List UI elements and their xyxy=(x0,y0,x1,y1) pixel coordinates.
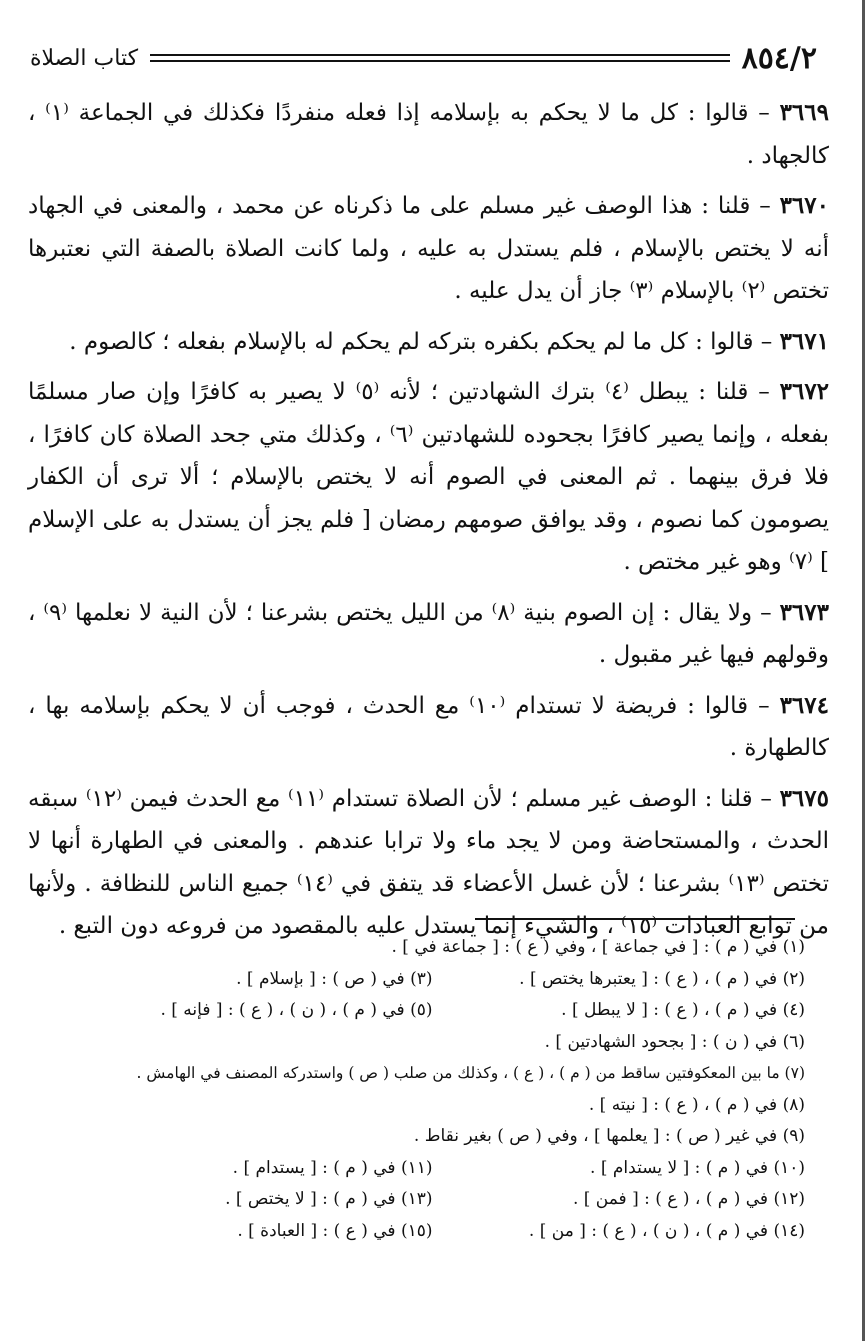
paragraph xyxy=(28,592,829,677)
paragraph-text: – قلنا : يبطل ⁽٤⁾ بترك الشهادتين ؛ لأنه ⁽٥⁾ لا يصير به كافرًا وإن صار مسلمًا بفعله ، وإنما يصير كافرًا بجحوده للشهادتين ⁽٦⁾ ، وكذلك متي جحد الصلاة كان كافرًا ، فلا فرق بينهما . ثم المعنى في الصوم أنه لا يختص بالإسلام ؛ ألا ترى أن الكفار يصومون كما نصوم ، وقد يوافق صومهم رمضان [ فلم يجز أن يستدل به على الإسلام ] ⁽٧⁾ وهو غير مختص . xyxy=(28,379,829,575)
paragraph xyxy=(28,321,829,364)
footnote: (١) في ( م ) : [ في جماعة ] ، وفي ( ع ) : [ جماعة في ] . xyxy=(391,937,805,957)
paragraph-number: ٣٦٧٥ xyxy=(779,784,829,812)
paragraph-number: ٣٦٧٠ xyxy=(779,192,829,219)
footnote-row xyxy=(60,1058,805,1090)
page-number: ٨٥٤/٢ xyxy=(741,40,817,76)
footnote-row xyxy=(60,995,805,1027)
paragraph xyxy=(28,778,829,948)
footnote: (٥) في ( م ) ، ( ن ) ، ( ع ) : [ فإنه ] . xyxy=(160,1000,433,1020)
paragraph-text: – ولا يقال : إن الصوم بنية ⁽٨⁾ من الليل يختص بشرعنا ؛ لأن النية لا نعلمها ⁽٩⁾ ، وقولهم فيها غير مقبول . xyxy=(28,599,829,668)
paragraph-number: ٣٦٦٩ xyxy=(779,99,829,126)
footnote-row xyxy=(60,1027,805,1059)
header-rule xyxy=(150,54,730,62)
paragraph-text: – قلنا : هذا الوصف غير مسلم على ما ذكرناه عن محمد ، والمعنى في الجهاد أنه لا يختص بالإسلام ، فلم يستدل به عليه ، ولما كانت الصلاة بالصفة التي نعتبرها تختص ⁽٢⁾ بالإسلام ⁽٣⁾ جاز أن يدل عليه . xyxy=(28,193,829,304)
footnotes xyxy=(60,932,805,1247)
footnote-row xyxy=(60,1216,805,1248)
footnote-row xyxy=(60,1153,805,1185)
paragraph-text: – قالوا : كل ما لا يحكم به بإسلامه إذا فعله منفردًا فكذلك في الجماعة ⁽١⁾ ، كالجهاد . xyxy=(28,100,829,169)
footnote: (٧) ما بين المعكوفتين ساقط من ( م ) ، ( ع ) ، وكذلك من صلب ( ص ) واستدركه المصنف في الهامش . xyxy=(136,1064,805,1082)
footnote-row xyxy=(60,1184,805,1216)
footnote: (١٤) في ( م ) ، ( ن ) ، ( ع ) : [ من ] . xyxy=(528,1220,805,1241)
footnote: (١٥) في ( ع ) : [ العبادة ] . xyxy=(237,1220,433,1241)
footnote: (١٣) في ( م ) : [ لا يختص ] . xyxy=(225,1189,433,1209)
footnote: (١٢) في ( م ) ، ( ع ) : [ فمن ] . xyxy=(572,1189,805,1209)
footnote: (٤) في ( م ) ، ( ع ) : [ لا يبطل ] . xyxy=(561,1000,805,1020)
paragraph-text: – قلنا : الوصف غير مسلم ؛ لأن الصلاة تستدام ⁽١١⁾ مع الحدث فيمن ⁽١٢⁾ سبقه الحدث ، والمستحاضة ومن لا يجد ماء ولا ترابا عندهم . والمعنى في الطهارة أنها لا تختص ⁽١٣⁾ بشرعنا ؛ لأن غسل الأعضاء قد يتفق في ⁽١٤⁾ جميع الناس للنظافة . ولأنها من توابع العبادات ⁽١٥⁾ ، والشيء إنما يستدل عليه بالمقصود من فروعه دون التبع . xyxy=(28,785,830,939)
footnote-row xyxy=(60,1121,805,1153)
footnote-row xyxy=(60,932,805,964)
footnote: (٩) في غير ( ص ) : [ يعلمها ] ، وفي ( ص ) بغير نقاط . xyxy=(413,1126,805,1146)
main-text xyxy=(28,92,829,956)
paragraph-text: – قالوا : فريضة لا تستدام ⁽١٠⁾ مع الحدث ، فوجب أن لا يحكم بإسلامه بها ، كالطهارة . xyxy=(28,692,829,761)
footnote-separator xyxy=(475,918,795,920)
paragraph-number: ٣٦٧٢ xyxy=(779,378,830,405)
paragraph-number: ٣٦٧١ xyxy=(779,327,829,355)
paragraph-text: – قالوا : كل ما لم يحكم بكفره بتركه لم يحكم له بالإسلام بفعله ؛ كالصوم . xyxy=(69,328,773,355)
footnote: (٦) في ( ن ) : [ بجحود الشهادتين ] . xyxy=(544,1031,805,1052)
paragraph xyxy=(28,685,829,770)
footnote: (٣) في ( ص ) : [ بإسلام ] . xyxy=(236,968,433,989)
paragraph-number: ٣٦٧٣ xyxy=(779,598,829,626)
footnote: (٢) في ( م ) ، ( ع ) : [ يعتبرها يختص ] . xyxy=(519,968,805,989)
footnote: (١٠) في ( م ) : [ لا يستدام ] . xyxy=(590,1157,805,1178)
page-header xyxy=(30,38,817,78)
paragraph xyxy=(28,92,829,177)
footnote-row xyxy=(60,964,805,996)
paragraph xyxy=(28,185,829,313)
page-edge-shadow xyxy=(862,0,865,1341)
paragraph-number: ٣٦٧٤ xyxy=(779,691,829,719)
footnote-row xyxy=(60,1090,805,1122)
running-title: كتاب الصلاة xyxy=(30,45,139,71)
footnote: (٨) في ( م ) ، ( ع ) : [ نيته ] . xyxy=(588,1094,805,1115)
paragraph xyxy=(28,371,829,584)
footnote: (١١) في ( م ) : [ يستدام ] . xyxy=(232,1157,433,1178)
